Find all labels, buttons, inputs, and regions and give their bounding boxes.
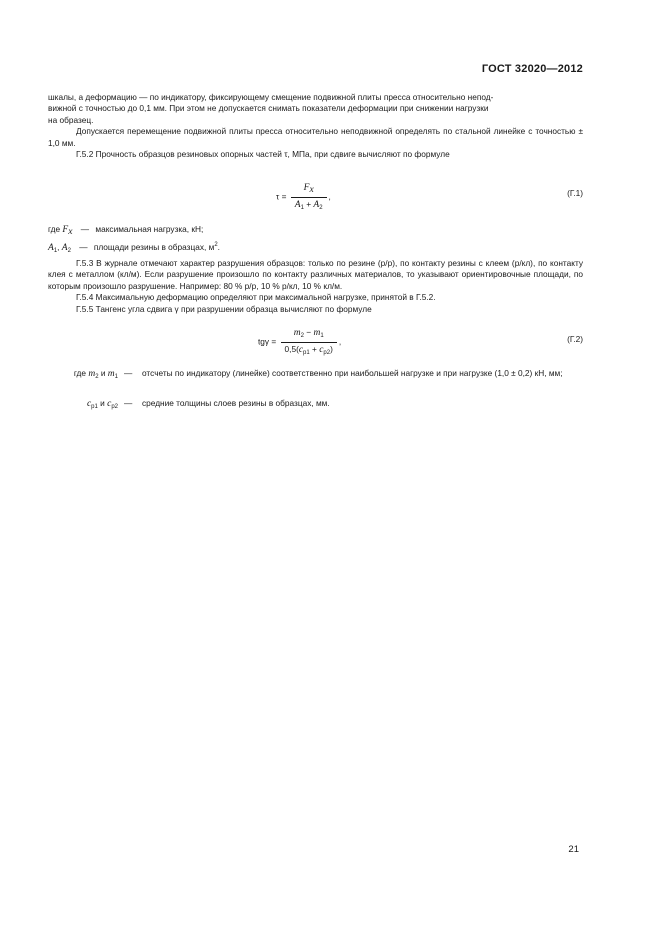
formula-lhs: τ = <box>276 191 287 202</box>
paragraph-g53: Г.5.3 В журнале отмечают характер разрушения образцов: только по резине (р/р), по контакту резины с клеем (р/кл), по контакту клея с металлом (кл/м). Если разрушение произошло по контакту различных материалов, то указывают ориентировочные площади, по которым произошло разрушение. Например: 80 % р/р, 10 % р/кл, 10 % кл/м. <box>48 258 583 291</box>
fraction-numerator: $m_2 - m_1$ <box>281 326 337 343</box>
paragraph-g52: Г.5.2 Прочность образцов резиновых опорных частей τ, МПа, при сдвиге вычисляют по формуле <box>76 149 450 160</box>
definition-body-text: средние толщины слоев резины в образцах, мм. <box>142 398 330 408</box>
text-line: шкалы, а деформацию — по индикатору, фиксирующему смещение подвижной плиты пресса относительно непод- <box>48 92 494 102</box>
equation-number: (Г.1) <box>567 188 583 198</box>
definition-row: $A_1$, $A_2$ — площади резины в образцах, $м^2$. <box>48 242 220 254</box>
paragraph-ruler-tolerance: Допускается перемещение подвижной плиты пресса относительно неподвижной определять по стальной линейке с точностью ± 1,0 мм. <box>48 126 583 148</box>
fraction-denominator: $0,5(c_{p1} + c_{p2})$ <box>284 344 333 356</box>
definition-row: где $F_x$ — максимальная нагрузка, кН; <box>48 224 204 237</box>
text-line: вижной с точностью до 0,1 мм. При этом не допускается снимать показатели деформации при снижении нагрузки <box>48 103 489 114</box>
fraction <box>281 326 337 359</box>
formula-g1: τ = $\frac{F_x}{A_1 + A_2}$ , <box>276 181 331 214</box>
page-number: 21 <box>568 844 579 855</box>
paragraph-g55: Г.5.5 Тангенс угла сдвига γ при разрушении образца вычисляют по формуле <box>76 303 372 314</box>
fraction-denominator: $A_1 + A_2$ <box>294 199 323 211</box>
document-header: ГОСТ 32020—2012 <box>481 63 583 75</box>
formula-lhs: tgγ = <box>258 336 277 347</box>
definition-term: где $m_2$ и $m_1$ <box>73 368 118 380</box>
definition-dash: — <box>124 368 133 378</box>
equation-number: (Г.2) <box>567 334 583 344</box>
definition-dash: — <box>124 398 133 408</box>
paragraph-block <box>48 258 583 315</box>
paragraph-continuation <box>48 92 583 160</box>
text-line: на образец. <box>48 114 94 125</box>
paragraph-g54: Г.5.4 Максимальную деформацию определяют при максимальной нагрузке, принятой в Г.5.2. <box>76 292 436 303</box>
definition-row <box>48 398 583 410</box>
formula-g2: tgγ = $\frac{m_2 - m_1}{0,5(c_{p1} + c_{p2})}$ , <box>258 326 341 359</box>
fraction-numerator: $F_x$ <box>291 181 327 198</box>
fraction <box>291 181 327 214</box>
definition-body-text: отсчеты по индикатору (линейке) соответственно при наибольшей нагрузке и при нагрузке (1,0 ± 0,2) кН, мм; <box>142 368 563 378</box>
definition-term: $c_{p1}$ и $c_{p2}$ <box>86 398 118 410</box>
definition-row <box>48 368 583 392</box>
